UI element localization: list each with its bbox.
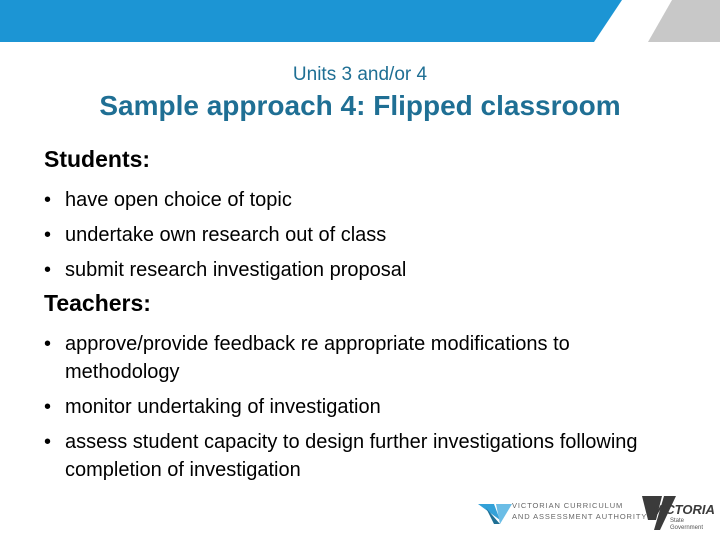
list-item — [44, 428, 684, 484]
bullet-icon: • — [44, 224, 52, 246]
list-item — [44, 186, 406, 214]
teachers-heading: Teachers: — [44, 290, 151, 316]
slide-subtitle: Units 3 and/or 4 — [292, 64, 428, 85]
list-item — [44, 256, 406, 284]
list-item — [44, 330, 684, 386]
students-list — [44, 186, 406, 291]
victoria-logo-text: VICTORIA — [653, 502, 715, 517]
list-item-text: monitor undertaking of investigation — [65, 396, 381, 418]
list-item-text: undertake own research out of class — [65, 224, 387, 246]
top-banner — [0, 0, 720, 42]
list-item-text: submit research investigation proposal — [65, 259, 407, 281]
list-item — [44, 393, 684, 421]
list-item-text: approve/provide feedback re appropriate modifications to methodology — [65, 333, 570, 383]
students-heading: Students: — [44, 146, 151, 172]
bullet-icon: • — [44, 259, 52, 281]
victoria-logo-subtext: State Government — [670, 518, 704, 531]
bullet-icon: • — [44, 189, 52, 211]
list-item — [44, 221, 406, 249]
bullet-icon: • — [44, 431, 52, 453]
vcaa-logo-icon — [478, 504, 512, 524]
bullet-icon: • — [44, 333, 52, 355]
vcaa-logo-text: VICTORIAN CURRICULUM AND ASSESSMENT AUTHORITY — [512, 501, 648, 521]
teachers-list — [44, 330, 684, 491]
list-item-text: assess student capacity to design further investigations following completion of investigation — [65, 431, 638, 481]
slide-title: Sample approach 4: Flipped classroom — [99, 90, 621, 121]
list-item-text: have open choice of topic — [65, 189, 292, 211]
bullet-icon: • — [44, 396, 52, 418]
